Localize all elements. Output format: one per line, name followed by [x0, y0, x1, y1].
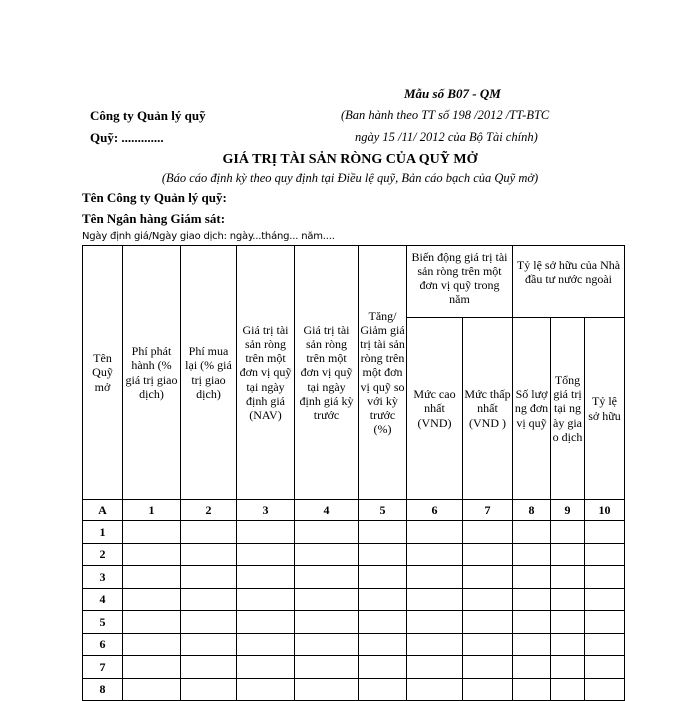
- header-issue-fee: Phí phát hành (% giá trị giao dịch): [123, 246, 181, 500]
- header-nav-previous: Giá trị tài sản ròng trên một đơn vị quỹ tại ngày định giá kỳ trước: [295, 246, 359, 500]
- header-ownership-ratio: Tỷ lệ sở hữu: [585, 318, 625, 500]
- header-fluctuation-group: Biến động giá trị tài sản ròng trên một đơn vị quỹ trong năm: [407, 246, 513, 318]
- row-number-cell: 6: [83, 633, 123, 656]
- table-cell[interactable]: [407, 588, 463, 611]
- column-code-cell: 10: [585, 500, 625, 521]
- table-cell[interactable]: [407, 678, 463, 701]
- row-number-cell: 4: [83, 588, 123, 611]
- table-cell[interactable]: [513, 521, 551, 544]
- table-cell[interactable]: [181, 656, 237, 679]
- table-cell[interactable]: [551, 611, 585, 634]
- table-cell[interactable]: [407, 521, 463, 544]
- table-cell[interactable]: [295, 656, 359, 679]
- table-cell[interactable]: [295, 633, 359, 656]
- table-cell[interactable]: [123, 656, 181, 679]
- row-number-cell: 5: [83, 611, 123, 634]
- table-cell[interactable]: [123, 566, 181, 589]
- table-cell[interactable]: [359, 678, 407, 701]
- table-cell[interactable]: [551, 633, 585, 656]
- table-row: [83, 521, 625, 544]
- table-row: [83, 656, 625, 679]
- table-cell[interactable]: [463, 633, 513, 656]
- column-code-row: [83, 500, 625, 521]
- table-cell[interactable]: [359, 633, 407, 656]
- table-cell[interactable]: [181, 588, 237, 611]
- manager-field: Tên Công ty Quản lý quỹ:: [82, 190, 227, 205]
- table-cell[interactable]: [359, 588, 407, 611]
- valuation-date-field: Ngày định giá/Ngày giao dịch: ngày...tháng... năm....: [82, 231, 335, 242]
- table-cell[interactable]: [513, 656, 551, 679]
- table-cell[interactable]: [359, 656, 407, 679]
- issued-note-line2: ngày 15 /11/ 2012 của Bộ Tài chính): [355, 130, 538, 144]
- header-redemption-fee: Phí mua lại (% giá trị giao dịch): [181, 246, 237, 500]
- table-cell[interactable]: [551, 588, 585, 611]
- table-cell[interactable]: [463, 543, 513, 566]
- table-cell[interactable]: [585, 588, 625, 611]
- page-subtitle: (Báo cáo định kỳ theo quy định tại Điều lệ quỹ, Bản cáo bạch của Quỹ mở): [161, 171, 539, 185]
- table-row: [83, 566, 625, 589]
- table-cell[interactable]: [295, 611, 359, 634]
- table-cell[interactable]: [585, 611, 625, 634]
- table-cell[interactable]: [463, 521, 513, 544]
- table-cell[interactable]: [237, 566, 295, 589]
- table-cell[interactable]: [237, 521, 295, 544]
- column-code-cell: 9: [551, 500, 585, 521]
- table-cell[interactable]: [551, 566, 585, 589]
- table-cell[interactable]: [295, 521, 359, 544]
- table-cell[interactable]: [463, 588, 513, 611]
- table-row: [83, 588, 625, 611]
- table-cell[interactable]: [407, 566, 463, 589]
- table-cell[interactable]: [513, 633, 551, 656]
- table-cell[interactable]: [123, 678, 181, 701]
- column-code-cell: 6: [407, 500, 463, 521]
- table-cell[interactable]: [585, 678, 625, 701]
- row-number-cell: 1: [83, 521, 123, 544]
- table-cell[interactable]: [295, 678, 359, 701]
- table-cell[interactable]: [181, 521, 237, 544]
- table-cell[interactable]: [407, 543, 463, 566]
- column-code-cell: 7: [463, 500, 513, 521]
- table-cell[interactable]: [463, 656, 513, 679]
- header-highest: Mức cao nhất (VND): [407, 318, 463, 500]
- table-cell[interactable]: [585, 543, 625, 566]
- column-code-cell: 5: [359, 500, 407, 521]
- table-cell[interactable]: [237, 588, 295, 611]
- header-total-value: Tổng giá trị tại ngày giao dịch: [551, 318, 585, 500]
- header-nav-per-unit: Giá trị tài sản ròng trên một đơn vị quỹ tại ngày định giá (NAV): [237, 246, 295, 500]
- table-cell[interactable]: [359, 566, 407, 589]
- table-cell[interactable]: [237, 611, 295, 634]
- table-cell[interactable]: [123, 611, 181, 634]
- table-cell[interactable]: [513, 566, 551, 589]
- table-cell[interactable]: [407, 611, 463, 634]
- column-code-cell: 2: [181, 500, 237, 521]
- table-cell[interactable]: [237, 656, 295, 679]
- table-cell[interactable]: [551, 656, 585, 679]
- header-fund-name: Tên Quỹ mở: [83, 246, 123, 500]
- table-cell[interactable]: [463, 678, 513, 701]
- company-label: Công ty Quản lý quỹ: [90, 108, 206, 123]
- table-cell[interactable]: [123, 543, 181, 566]
- table-cell[interactable]: [237, 633, 295, 656]
- table-cell[interactable]: [123, 521, 181, 544]
- table-cell[interactable]: [551, 521, 585, 544]
- table-row: [83, 543, 625, 566]
- table-cell[interactable]: [513, 588, 551, 611]
- column-code-cell: 1: [123, 500, 181, 521]
- table-cell[interactable]: [585, 521, 625, 544]
- table-cell[interactable]: [407, 633, 463, 656]
- table-cell[interactable]: [181, 633, 237, 656]
- row-number-cell: 3: [83, 566, 123, 589]
- table-cell[interactable]: [237, 678, 295, 701]
- table-cell[interactable]: [463, 611, 513, 634]
- table-cell[interactable]: [123, 588, 181, 611]
- table-cell[interactable]: [181, 566, 237, 589]
- header-foreign-ownership-group: Tỷ lệ sở hữu của Nhà đầu tư nước ngoài: [513, 246, 625, 318]
- custodian-field: Tên Ngân hàng Giám sát:: [82, 211, 226, 226]
- row-number-cell: 8: [83, 678, 123, 701]
- page-title: GIÁ TRỊ TÀI SẢN RÒNG CỦA QUỸ MỞ: [222, 152, 478, 167]
- column-code-cell: 8: [513, 500, 551, 521]
- table-row: [83, 611, 625, 634]
- table-cell[interactable]: [181, 543, 237, 566]
- table-cell[interactable]: [551, 543, 585, 566]
- table-cell[interactable]: [513, 611, 551, 634]
- issued-note-line1: (Ban hành theo TT số 198 /2012 /TT-BTC: [341, 108, 550, 122]
- row-number-cell: 7: [83, 656, 123, 679]
- form-code: Mẫu số B07 - QM: [404, 86, 501, 101]
- nav-table: [82, 245, 625, 701]
- table-cell[interactable]: [181, 611, 237, 634]
- column-code-cell: A: [83, 500, 123, 521]
- table-cell[interactable]: [585, 566, 625, 589]
- table-cell[interactable]: [123, 633, 181, 656]
- table-cell[interactable]: [513, 543, 551, 566]
- table-cell[interactable]: [359, 521, 407, 544]
- column-code-cell: 3: [237, 500, 295, 521]
- table-row: [83, 633, 625, 656]
- row-number-cell: 2: [83, 543, 123, 566]
- table-cell[interactable]: [407, 656, 463, 679]
- table-cell[interactable]: [181, 678, 237, 701]
- table-cell[interactable]: [295, 543, 359, 566]
- table-cell[interactable]: [585, 656, 625, 679]
- table-cell[interactable]: [463, 566, 513, 589]
- table-cell[interactable]: [359, 543, 407, 566]
- column-code-cell: 4: [295, 500, 359, 521]
- table-cell[interactable]: [585, 633, 625, 656]
- table-cell[interactable]: [359, 611, 407, 634]
- table-cell[interactable]: [513, 678, 551, 701]
- table-cell[interactable]: [295, 588, 359, 611]
- table-cell[interactable]: [551, 678, 585, 701]
- fund-label: Quỹ: .............: [90, 130, 164, 145]
- header-change-percent: Tăng/ Giảm giá trị tài sản ròng trên một đơn vị quỹ so với kỳ trước (%): [359, 246, 407, 500]
- header-units: Số lượng đơn vị quỹ: [513, 318, 551, 500]
- header-lowest: Mức thấp nhất (VND ): [463, 318, 513, 500]
- table-row: [83, 678, 625, 701]
- table-cell[interactable]: [237, 543, 295, 566]
- table-cell[interactable]: [295, 566, 359, 589]
